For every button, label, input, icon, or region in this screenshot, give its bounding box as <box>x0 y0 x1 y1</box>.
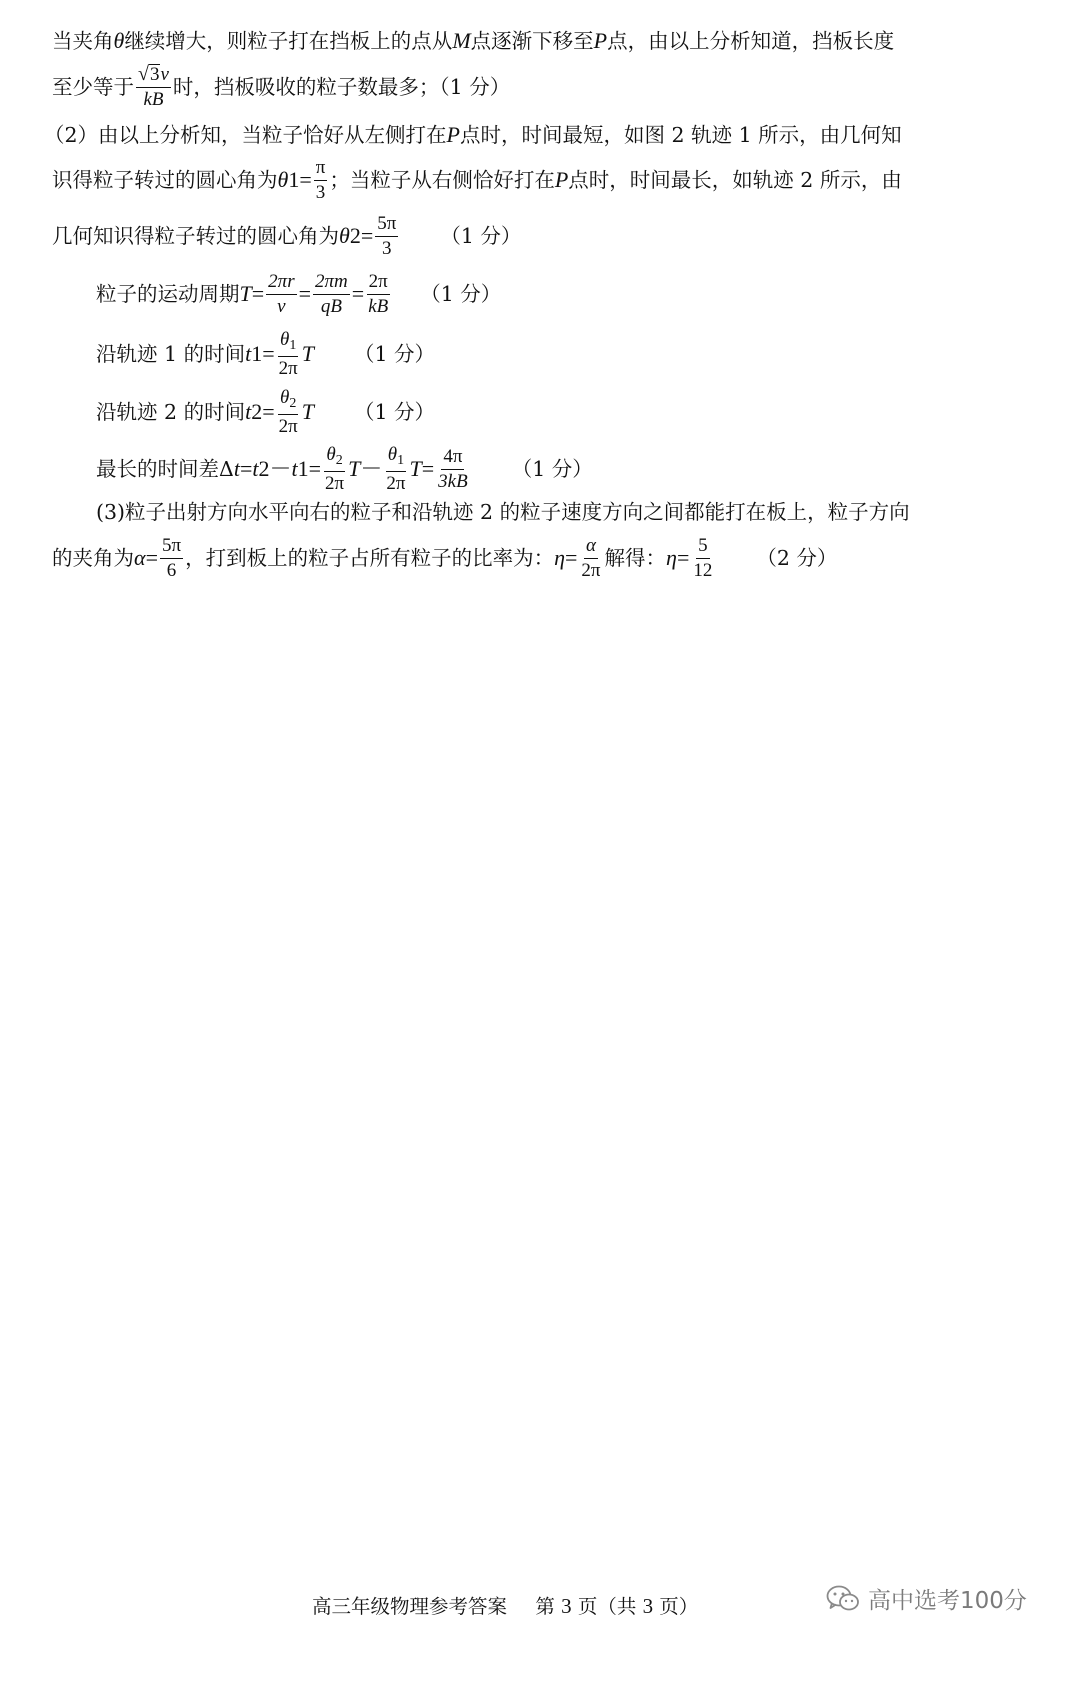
text: 的夹角为 <box>52 546 134 571</box>
text: 点，由以上分析知道，挡板长度 <box>607 28 895 53</box>
text-line-3 <box>44 124 1020 146</box>
numerator: 5π <box>375 214 398 237</box>
score: （1 分） <box>353 342 436 367</box>
text: ；当粒子从右侧恰好打在 <box>329 168 555 193</box>
text: 最长的时间差Δ <box>96 457 234 482</box>
text: 识得粒子转过的圆心角为 <box>52 168 278 193</box>
text: 时，挡板吸收的粒子数最多；（1 分） <box>172 74 511 99</box>
symbol-eta: η <box>666 545 677 571</box>
numerator: π <box>314 158 328 181</box>
subscript: 1 <box>288 167 300 193</box>
symbol-alpha: α <box>134 545 146 571</box>
symbol-v: v <box>160 64 169 85</box>
watermark <box>826 1582 1027 1615</box>
symbol-T: T <box>301 399 314 425</box>
symbol-T: T <box>348 456 361 482</box>
equals: = <box>299 167 312 193</box>
subscript: 1 <box>297 456 309 482</box>
numerator-theta: θ <box>387 444 398 465</box>
denominator: 3 <box>382 237 392 259</box>
symbol-t: t <box>245 341 252 367</box>
text: 沿轨迹 2 的时间 <box>96 400 246 425</box>
denominator: 2π <box>325 472 345 494</box>
denominator: kB <box>368 295 389 317</box>
score: （1 分） <box>353 400 436 425</box>
denominator: 12 <box>693 559 713 581</box>
text: 点时，时间最长，如轨迹 2 所示，由 <box>568 168 902 193</box>
equals: = <box>360 223 374 249</box>
subscript: 2 <box>258 456 270 482</box>
sqrt-radicand: 3 <box>149 64 160 85</box>
fraction-theta2-over-2pi <box>277 388 300 437</box>
equals: = <box>262 341 275 367</box>
equals: = <box>421 456 435 482</box>
text-line-10 <box>96 502 1020 523</box>
text: ，打到板上的粒子占所有粒子的比率为： <box>185 546 555 571</box>
score: （1 分） <box>420 282 502 307</box>
score: （2 分） <box>756 546 838 571</box>
symbol-T: T <box>301 341 314 367</box>
subscript: 1 <box>397 453 405 468</box>
numerator: α <box>585 535 596 556</box>
equals: = <box>308 456 322 482</box>
text: 当夹角 <box>52 28 114 53</box>
equals: = <box>239 456 253 482</box>
fraction-theta1-over-2pi <box>277 330 300 379</box>
symbol-T: T <box>239 281 252 307</box>
symbol-t: t <box>291 456 298 482</box>
text: 页） <box>659 1595 699 1618</box>
numerator: 5 <box>696 536 710 559</box>
numerator-theta: θ <box>280 329 290 350</box>
symbol-P: P <box>593 28 608 53</box>
equals: = <box>676 545 690 571</box>
subscript: 2 <box>289 396 297 411</box>
text-line-6 <box>96 272 1020 317</box>
fraction-5pi-over-6 <box>160 536 183 581</box>
fraction-5pi-over-3 <box>375 214 398 259</box>
text-line-8 <box>96 388 1020 437</box>
symbol-theta: θ <box>113 28 125 53</box>
numerator-theta: θ <box>326 444 336 465</box>
numerator: 4π <box>441 447 464 470</box>
numerator-theta: θ <box>280 387 290 408</box>
text: 至少等于 <box>52 74 134 99</box>
page-footer <box>312 1591 698 1619</box>
denominator: 3kB <box>438 470 468 492</box>
symbol-t: t <box>245 399 252 425</box>
fraction-4pi-over-3kB <box>436 447 470 492</box>
numerator: 2πr <box>268 271 295 292</box>
equals: = <box>351 281 365 307</box>
denominator: 2π <box>278 357 298 379</box>
text-line-1 <box>52 30 1020 52</box>
score: （1 分） <box>440 224 522 249</box>
denominator: kB <box>143 88 164 110</box>
text: 粒子的运动周期 <box>96 282 240 307</box>
text-line-11 <box>52 536 1020 581</box>
fraction-2pim-over-qB <box>313 272 350 317</box>
symbol-M: M <box>452 28 471 53</box>
symbol-P: P <box>446 122 460 147</box>
equals: = <box>565 545 578 571</box>
numerator: 2πm <box>315 271 348 292</box>
equals: = <box>298 281 312 307</box>
symbol-t: t <box>233 456 240 482</box>
symbol-P: P <box>554 167 569 193</box>
subscript: 2 <box>349 223 361 249</box>
wechat-icon <box>826 1584 860 1614</box>
text: 沿轨迹 1 的时间 <box>96 342 246 367</box>
text: （2）由以上分析知，当粒子恰好从左侧打在 <box>44 122 447 147</box>
page-total: 3 <box>642 1594 654 1618</box>
symbol-eta: η <box>554 545 565 571</box>
fraction-sqrt3v-over-kB: √ 3 v kB <box>138 63 169 110</box>
page-number: 3 <box>561 1594 572 1618</box>
fraction-pi-over-3 <box>314 158 328 203</box>
symbol-t: t <box>252 456 259 482</box>
symbol-theta: θ <box>339 223 350 249</box>
numerator: 2π <box>367 272 390 295</box>
text-line-4 <box>52 158 1020 203</box>
denominator: 2π <box>386 472 406 494</box>
equals: = <box>251 281 265 307</box>
denominator: 6 <box>166 559 177 581</box>
subscript: 1 <box>251 341 263 367</box>
text: 解得： <box>604 546 667 571</box>
fraction-theta2-over-2pi <box>323 445 346 494</box>
symbol-T: T <box>409 456 422 482</box>
minus: － <box>269 456 292 482</box>
score: （1 分） <box>511 457 593 482</box>
text: 继续增大，则粒子打在挡板上的点从 <box>124 28 453 53</box>
fraction-theta1-over-2pi <box>384 445 407 494</box>
text: 几何知识得粒子转过的圆心角为 <box>52 224 339 249</box>
symbol-theta: θ <box>277 167 289 193</box>
text-line-7 <box>96 330 1020 379</box>
watermark-text: 高中选考100分 <box>868 1588 1027 1614</box>
subscript: 2 <box>335 453 343 468</box>
text: 第 <box>535 1595 555 1618</box>
subscript: 1 <box>289 338 297 353</box>
text-line-5 <box>52 214 1020 259</box>
numerator: 5π <box>160 536 183 559</box>
denominator: 3 <box>315 181 326 203</box>
fraction-alpha-over-2pi <box>579 536 602 581</box>
denominator: 2π <box>278 415 298 437</box>
text: 点逐渐下移至 <box>470 28 594 53</box>
equals: = <box>262 399 275 425</box>
equals: = <box>145 545 158 571</box>
fraction-5-over-12 <box>691 536 714 581</box>
minus: － <box>360 456 383 482</box>
fraction-2pir-over-v <box>266 272 296 317</box>
subscript: 2 <box>251 399 263 425</box>
footer-title: 高三年级物理参考答案 <box>312 1595 508 1618</box>
denominator: v <box>277 295 286 317</box>
fraction-2pi-over-kB <box>366 272 390 317</box>
text-line-9 <box>96 445 1020 494</box>
denominator: qB <box>320 295 342 317</box>
text: 页（共 <box>577 1595 637 1618</box>
text: (3)粒子出射方向水平向右的粒子和沿轨迹 2 的粒子速度方向之间都能打在板上，粒子方向 <box>96 500 910 524</box>
denominator: 2π <box>581 559 601 581</box>
text-line-2 <box>52 64 1020 110</box>
text: 点时，时间最短，如图 2 轨迹 1 所示，由几何知 <box>460 122 902 147</box>
